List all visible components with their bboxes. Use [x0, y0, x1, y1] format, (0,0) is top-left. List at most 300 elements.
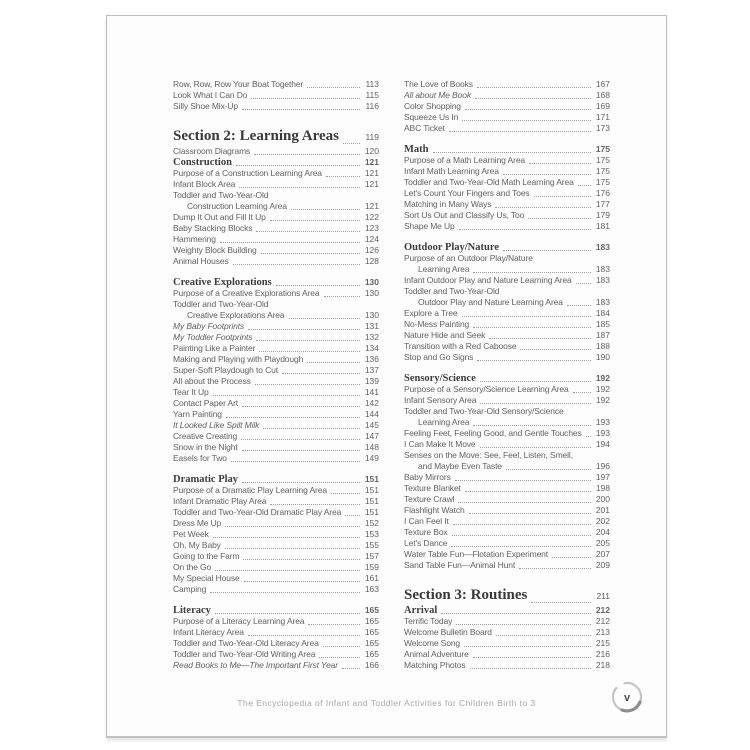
dot-leader [270, 220, 360, 221]
toc-entry [173, 638, 379, 649]
dot-leader [506, 469, 591, 470]
toc-entry-label: Silly Shoe Mix-Up [173, 101, 239, 111]
toc-page-number: 161 [364, 573, 379, 583]
toc-page-number: 209 [595, 560, 610, 570]
toc-entry [173, 365, 379, 376]
dot-leader [319, 657, 360, 658]
toc-entry-label: Arrival [404, 605, 438, 616]
dot-leader [242, 109, 360, 110]
toc-page-number: 192 [595, 384, 610, 394]
dot-leader [248, 329, 360, 330]
dot-leader [210, 592, 360, 593]
toc-entry-label: Construction Learning Area [187, 201, 287, 211]
toc-entry [404, 494, 610, 505]
toc-page-number: 122 [364, 212, 379, 222]
hand-drawn-circle-icon [608, 678, 646, 716]
toc-entry [173, 245, 379, 256]
dot-leader [531, 602, 591, 603]
toc-entry-label: Infant Sensory Area [404, 395, 477, 405]
toc-entry-label: Shape Me Up [404, 221, 455, 231]
dot-leader [276, 285, 360, 286]
toc-entry-label: Toddler and Two-Year-Old Math Learning Area [404, 177, 574, 187]
toc-page-number: 149 [364, 453, 379, 463]
toc-entry-label: Baby Mirrors [404, 472, 451, 482]
toc-entry-label: Yarn Painting [173, 409, 222, 419]
toc-entry-label: Pet Week [173, 529, 209, 539]
toc-page-number: 211 [596, 591, 610, 601]
toc-page-number: 193 [595, 428, 610, 438]
toc-entry [173, 146, 379, 157]
toc-page-number: 171 [595, 112, 610, 122]
toc-entry [404, 627, 610, 638]
dot-leader [256, 231, 360, 232]
toc-entry-label: Read Books to Me—The Important First Year [173, 660, 338, 670]
dot-leader [307, 362, 360, 363]
toc-page-number: 151 [364, 485, 379, 495]
toc-entry-label: No-Mess Painting [404, 319, 470, 329]
toc-page-number: 130 [364, 277, 379, 287]
toc-entry-label: Oh, My Baby [173, 540, 221, 550]
toc-subheading [173, 277, 379, 288]
toc-entry [404, 101, 610, 112]
dot-leader [231, 461, 360, 462]
toc-page-number: 183 [595, 264, 610, 274]
toc-entry [173, 627, 379, 638]
dot-leader [477, 360, 591, 361]
toc-entry-label: Literacy [173, 605, 211, 616]
dot-leader [251, 98, 360, 99]
toc-page-number: 130 [364, 310, 379, 320]
dot-leader [520, 349, 591, 350]
toc-page-number: 200 [595, 494, 610, 504]
toc-page-number: 169 [595, 101, 610, 111]
dot-leader [255, 384, 360, 385]
toc-entry-label: Welcome Bulletin Board [404, 627, 492, 637]
toc-entry-label: ABC Ticket [404, 123, 445, 133]
dot-leader [239, 187, 360, 188]
toc-page-number: 201 [595, 505, 610, 515]
toc-page-number: 175 [595, 166, 610, 176]
dot-leader [462, 316, 591, 317]
dot-leader [225, 526, 360, 527]
toc-entry [404, 155, 610, 166]
dot-leader [282, 373, 360, 374]
dot-leader [489, 338, 591, 339]
toc-page-number: 139 [364, 376, 379, 386]
toc-page-number: 157 [364, 551, 379, 561]
toc-entry-label: It Looked Like Spilt Milk [173, 420, 260, 430]
toc-page-number: 216 [595, 649, 610, 659]
toc-entry [404, 166, 610, 177]
table-of-contents [173, 79, 610, 671]
toc-entry-label: Sensory/Science [404, 373, 476, 384]
toc-entry-label: Section 3: Routines [404, 587, 528, 603]
toc-entry-label: Sort Us Out and Classify Us, Too [404, 210, 525, 220]
toc-entry-label: Learning Area [418, 417, 470, 427]
toc-page-number: 184 [595, 308, 610, 318]
toc-entry-label: Purpose of an Outdoor Play/Nature [404, 253, 533, 263]
toc-entry-label: Purpose of a Creative Explorations Area [173, 288, 320, 298]
toc-entry-label: All about Me Book [404, 90, 471, 100]
toc-page-number: 207 [595, 549, 610, 559]
toc-entry-label: Toddler and Two-Year-Old Writing Area [173, 649, 316, 659]
dot-leader [243, 559, 360, 560]
toc-entry [173, 299, 379, 310]
toc-entry [173, 485, 379, 496]
toc-entry [404, 472, 610, 483]
toc-entry-label: Transition with a Red Caboose [404, 341, 517, 351]
toc-page-number: 177 [595, 199, 610, 209]
toc-entry [404, 428, 610, 439]
toc-entry-label: Infant Outdoor Play and Nature Learning Area [404, 275, 572, 285]
toc-page-number: 130 [364, 288, 379, 298]
toc-page-number: 175 [595, 177, 610, 187]
toc-entry [404, 188, 610, 199]
toc-entry-label: Dump It Out and Fill It Up [173, 212, 266, 222]
toc-entry [173, 387, 379, 398]
toc-entry [404, 297, 610, 308]
dot-leader [261, 253, 360, 254]
toc-page-number: 151 [364, 474, 379, 484]
dot-leader [270, 504, 360, 505]
toc-page-number: 212 [595, 616, 610, 626]
dot-leader [343, 143, 360, 144]
toc-entry [404, 275, 610, 286]
toc-entry-label: My Special House [173, 573, 240, 583]
dot-leader [233, 264, 360, 265]
toc-page-number: 132 [364, 332, 379, 342]
dot-leader [473, 425, 591, 426]
dot-leader [496, 635, 591, 636]
toc-page-number: 192 [595, 373, 610, 383]
toc-entry [404, 384, 610, 395]
toc-page-number: 147 [364, 431, 379, 441]
toc-page-number: 187 [595, 330, 610, 340]
toc-page-number: 152 [364, 518, 379, 528]
toc-entry [173, 496, 379, 507]
toc-entry-label: Nature Hide and Seek [404, 330, 486, 340]
toc-page-number: 175 [595, 144, 610, 154]
toc-entry-label: My Toddler Footprints [173, 332, 253, 342]
toc-entry [173, 79, 379, 90]
dot-leader [578, 185, 591, 186]
dot-leader [552, 557, 591, 558]
toc-entry-label: Toddler and Two-Year-Old [173, 190, 269, 200]
dot-leader [342, 668, 360, 669]
dot-leader [323, 646, 360, 647]
toc-entry-label: Tear It Up [173, 387, 209, 397]
toc-entry [404, 286, 610, 297]
toc-page-number: 181 [595, 221, 610, 231]
toc-page-number: 179 [595, 210, 610, 220]
dot-leader [573, 392, 591, 393]
toc-page-number: 204 [595, 527, 610, 537]
toc-entry [173, 376, 379, 387]
toc-entry-label: Infant Block Area [173, 179, 236, 189]
dot-leader [326, 176, 360, 177]
dot-leader [470, 668, 591, 669]
dot-leader [477, 87, 591, 88]
toc-entry [173, 354, 379, 365]
toc-entry [173, 562, 379, 573]
toc-page-number: 215 [595, 638, 610, 648]
dot-leader [433, 152, 592, 153]
toc-entry [404, 538, 610, 549]
toc-entry [173, 420, 379, 431]
toc-page-number: 120 [364, 146, 379, 156]
toc-entry-label: Senses on the Move: See, Feel, Listen, Smell, [404, 450, 573, 460]
toc-entry-label: All about the Process [173, 376, 251, 386]
toc-page-number: 128 [364, 256, 379, 266]
dot-leader [225, 548, 360, 549]
dot-leader [459, 229, 591, 230]
page-number-roman: v [623, 692, 631, 704]
toc-entry [404, 264, 610, 275]
dot-leader [567, 305, 591, 306]
toc-page-number: 194 [595, 439, 610, 449]
toc-entry-label: Let's Dance [404, 538, 448, 548]
toc-entry [404, 221, 610, 232]
dot-leader [324, 296, 360, 297]
dot-leader [215, 570, 360, 571]
toc-entry [173, 551, 379, 562]
toc-entry [173, 288, 379, 299]
toc-entry [173, 616, 379, 627]
toc-page-number: 198 [595, 483, 610, 493]
toc-entry [404, 90, 610, 101]
toc-page-number: 193 [595, 417, 610, 427]
toc-entry-label: Purpose of a Sensory/Science Learning Area [404, 384, 569, 394]
toc-entry-label: Purpose of a Construction Learning Area [173, 168, 322, 178]
toc-entry [173, 223, 379, 234]
dot-leader [473, 327, 591, 328]
toc-page-number: 192 [595, 395, 610, 405]
toc-entry [404, 505, 610, 516]
toc-entry-label: Going to the Farm [173, 551, 240, 561]
toc-entry [404, 616, 610, 627]
dot-leader [458, 502, 591, 503]
toc-entry [404, 527, 610, 538]
toc-page-number: 165 [364, 605, 379, 615]
toc-entry-label: Weighty Block Building [173, 245, 257, 255]
toc-entry [404, 549, 610, 560]
toc-entry-label: Snow in the Night [173, 442, 238, 452]
toc-page-number: 175 [595, 155, 610, 165]
dot-leader [215, 613, 360, 614]
dot-leader [465, 109, 591, 110]
toc-page-number: 115 [365, 90, 379, 100]
toc-entry-label: Dress Me Up [173, 518, 222, 528]
toc-entry [173, 321, 379, 332]
toc-entry [404, 461, 610, 472]
toc-entry [173, 518, 379, 529]
toc-entry [173, 212, 379, 223]
toc-entry [173, 431, 379, 442]
toc-entry-label: Purpose of a Dramatic Play Learning Area [173, 485, 327, 495]
toc-page-number: 165 [364, 649, 379, 659]
dot-leader [464, 646, 591, 647]
toc-subheading [404, 373, 610, 384]
dot-leader [519, 568, 591, 569]
toc-entry-label: Purpose of a Math Learning Area [404, 155, 526, 165]
toc-subheading [404, 605, 610, 616]
toc-entry [404, 112, 610, 123]
toc-entry [173, 201, 379, 212]
toc-subheading [173, 474, 379, 485]
toc-entry-label: Baby Stacking Blocks [173, 223, 253, 233]
toc-page-number: 134 [364, 343, 379, 353]
toc-entry-label: Color Shopping [404, 101, 461, 111]
toc-entry [404, 638, 610, 649]
toc-entry-label: On the Go [173, 562, 212, 572]
toc-entry [404, 483, 610, 494]
toc-entry [173, 101, 379, 112]
toc-entry [404, 352, 610, 363]
toc-entry [173, 442, 379, 453]
dot-leader [242, 406, 360, 407]
toc-page-number: 113 [365, 79, 379, 89]
toc-entry [404, 253, 610, 264]
toc-entry-label: Classroom Diagrams [173, 146, 251, 156]
toc-entry-label: Animal Houses [173, 256, 229, 266]
toc-page-number: 165 [364, 616, 379, 626]
toc-entry-label: Outdoor Play and Nature Learning Area [418, 297, 563, 307]
toc-entry-label: Feeling Feet, Feeling Good, and Gentle Touches [404, 428, 582, 438]
toc-entry-label: and Maybe Even Taste [418, 461, 502, 471]
toc-entry-label: Toddler and Two-Year-Old Literacy Area [173, 638, 319, 648]
toc-entry [404, 123, 610, 134]
toc-entry-label: Squeeze Us In [404, 112, 459, 122]
toc-entry-label: Stop and Go Signs [404, 352, 474, 362]
dot-leader [528, 218, 591, 219]
toc-page-number: 166 [364, 660, 379, 670]
toc-entry-label: Texture Crawl [404, 494, 455, 504]
dot-leader [289, 318, 360, 319]
toc-entry-label: Infant Dramatic Play Area [173, 496, 267, 506]
toc-entry [404, 417, 610, 428]
toc-page-number: 190 [595, 352, 610, 362]
toc-entry-label: Toddler and Two-Year-Old [404, 286, 500, 296]
dot-leader [307, 87, 360, 88]
dot-leader [452, 535, 591, 536]
toc-page-number: 121 [364, 168, 379, 178]
dot-leader [480, 381, 591, 382]
toc-entry [404, 319, 610, 330]
dot-leader [503, 250, 591, 251]
toc-entry-label: Creative Explorations Area [187, 310, 285, 320]
toc-entry [404, 516, 610, 527]
dot-leader [480, 403, 591, 404]
toc-entry-label: Infant Math Learning Area [404, 166, 499, 176]
toc-left-column [173, 79, 379, 671]
toc-page-number: 163 [364, 584, 379, 594]
toc-entry-label: Toddler and Two-Year-Old Sensory/Science [404, 406, 564, 416]
dot-leader [534, 196, 591, 197]
toc-entry-label: Sand Table Fun—Animal Hunt [404, 560, 516, 570]
dot-leader [462, 120, 591, 121]
dot-leader [469, 513, 591, 514]
toc-entry-label: Explore a Tree [404, 308, 458, 318]
toc-page-number: 126 [364, 245, 379, 255]
toc-entry-label: Learning Area [418, 264, 470, 274]
toc-page-number: 155 [364, 540, 379, 550]
toc-page-number: 188 [595, 341, 610, 351]
toc-entry-label: The Love of Books [404, 79, 473, 89]
dot-leader [480, 447, 591, 448]
page-number-badge [608, 678, 646, 716]
dot-leader [456, 624, 591, 625]
dot-leader [291, 209, 360, 210]
toc-entry-label: Matching in Many Ways [404, 199, 492, 209]
toc-page-number: 144 [364, 409, 379, 419]
toc-entry-label: Creative Explorations [173, 277, 272, 288]
dot-leader [495, 207, 591, 208]
book-page [106, 15, 667, 738]
toc-page-number: 116 [365, 101, 379, 111]
dot-leader [254, 154, 360, 155]
toc-entry-label: Toddler and Two-Year-Old [173, 299, 269, 309]
dot-leader [576, 283, 591, 284]
toc-entry [404, 439, 610, 450]
toc-entry [173, 190, 379, 201]
toc-entry-label: Making and Playing with Playdough [173, 354, 304, 364]
dot-leader [473, 657, 591, 658]
dot-leader [308, 624, 360, 625]
toc-subheading [173, 157, 379, 168]
toc-page-number: 148 [364, 442, 379, 452]
toc-entry-label: Construction [173, 157, 232, 168]
toc-entry-label: Welcome Song [404, 638, 461, 648]
toc-entry-label: Terrific Today [404, 616, 453, 626]
toc-page-number: 176 [595, 188, 610, 198]
toc-entry [173, 529, 379, 540]
toc-entry [404, 406, 610, 417]
toc-entry [173, 179, 379, 190]
toc-entry [173, 540, 379, 551]
dot-leader [213, 395, 360, 396]
dot-leader [331, 493, 360, 494]
toc-entry [404, 199, 610, 210]
dot-leader [473, 272, 591, 273]
toc-page-number: 142 [364, 398, 379, 408]
toc-entry [404, 395, 610, 406]
toc-page-number: 212 [595, 605, 610, 615]
footer-book-title: The Encyclopedia of Infant and Toddler Activities for Children Birth to 3 [237, 698, 536, 708]
dot-leader [226, 417, 360, 418]
toc-page-number: 121 [364, 179, 379, 189]
toc-page-number: 165 [364, 627, 379, 637]
toc-page-number: 145 [364, 420, 379, 430]
toc-page-number: 183 [595, 297, 610, 307]
toc-entry-label: Texture Blanket [404, 483, 461, 493]
dot-leader [441, 613, 591, 614]
toc-page-number: 183 [595, 242, 610, 252]
dot-leader [259, 351, 360, 352]
dot-leader [244, 581, 360, 582]
toc-entry [173, 256, 379, 267]
toc-entry-label: Contact Paper Art [173, 398, 239, 408]
toc-entry-label: Outdoor Play/Nature [404, 242, 499, 253]
toc-page-number: 167 [595, 79, 610, 89]
toc-entry-label: Camping [173, 584, 207, 594]
toc-entry-label: Water Table Fun—Flotation Experiment [404, 549, 549, 559]
toc-page-number: 124 [364, 234, 379, 244]
toc-page-number: 151 [364, 507, 379, 517]
toc-page-number: 202 [595, 516, 610, 526]
toc-entry-label: Creative Creating [173, 431, 238, 441]
toc-entry [404, 649, 610, 660]
toc-subheading [404, 144, 610, 155]
